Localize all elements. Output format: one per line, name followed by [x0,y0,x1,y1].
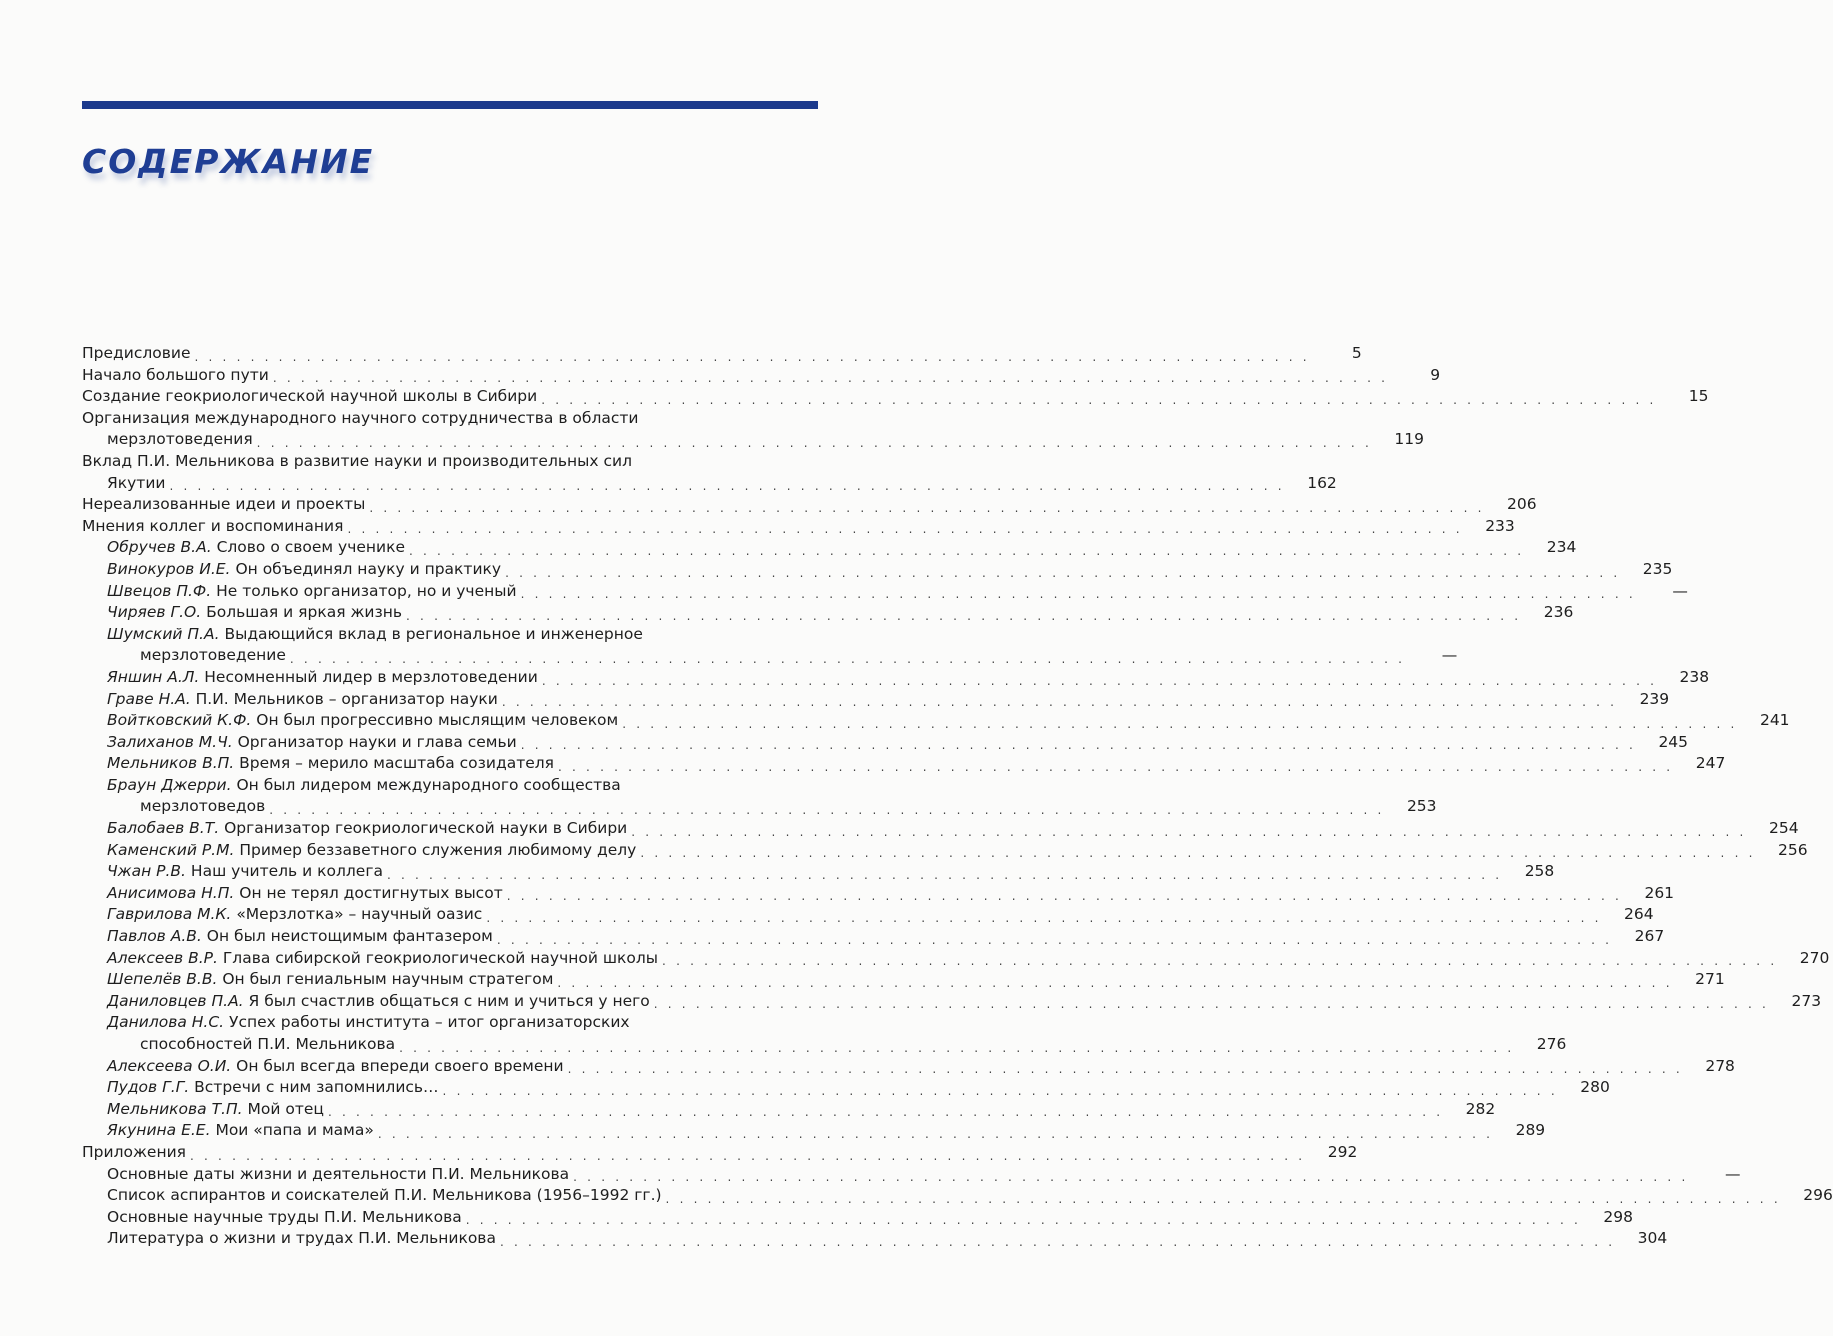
toc-entry[interactable] [82,1164,1741,1186]
dot-leader: . . . . . . . . . . . . . . . . . . . . . . . . . . . . . . . . . . . . . . . . . . . . . . . . . . . . . . . . . . . . . . . . . . . . . . . . . . . . . . . . [520,738,1637,753]
toc-entry-title: Предисловие [82,344,191,362]
toc-entry-title: Мнения коллег и воспоминания [82,516,344,535]
toc-page-number: 253 [1406,797,1437,816]
toc-entry[interactable] [82,516,1515,538]
toc-page-number: 267 [1634,927,1665,946]
toc-entry[interactable] [82,451,818,473]
toc-entry-author: Чжан Р.В. [107,862,186,881]
toc-entry[interactable] [82,343,1362,365]
toc-entry[interactable] [82,753,1726,775]
toc-entry-author: Яншин А.Л. [107,667,200,686]
toc-entry-heading [107,948,658,970]
toc-entry-author: Браун Джерри. [107,775,232,794]
toc-entry-author: Чиряев Г.О. [107,603,202,622]
toc-entry-author: Каменский Р.М. [107,840,235,859]
toc-page-number: 235 [1642,559,1673,578]
toc-entry-title: Он был всегда впереди своего времени [236,1056,564,1075]
toc-entry[interactable] [82,408,818,430]
dot-leader: . . . . . . . . . . . . . . . . . . . . . . . . . . . . . . . . . . . . . . . . . . . . . . . . . . . . . . . . . . . . . . . . . . . . . . . . . . . . . . . . [327,1105,1444,1120]
dot-leader: . . . . . . . . . . . . . . . . . . . . . . . . . . . . . . . . . . . . . . . . . . . . . . . . . . . . . . . . . . . . . . . . . . . . . . . . . . . . . . . . [653,997,1770,1012]
top-rule [82,101,818,109]
toc-entry-title: Мой отец [247,1099,324,1118]
dot-leader: . . . . . . . . . . . . . . . . . . . . . . . . . . . . . . . . . . . . . . . . . . . . . . . . . . . . . . . . . . . . . . . . . . . . . . . . . . . . . . . . [269,803,1385,818]
toc-page-number: 289 [1515,1121,1546,1140]
toc-page-number: 9 [1430,365,1441,384]
toc-entry[interactable] [82,732,1689,754]
toc-entry-continuation-line[interactable] [82,796,1437,818]
toc-entry[interactable] [82,991,1822,1013]
toc-entry-heading [82,408,638,430]
toc-entry-heading [82,1142,186,1164]
toc-entry[interactable] [82,775,818,797]
toc-entry-author: Шумский П.А. [107,624,220,643]
toc-page-number: 273 [1791,991,1822,1010]
toc-entry-title: Он был неистощимым фантазером [206,927,493,946]
toc-entry-title: Время – мерило масштаба созидателя [239,754,554,773]
toc-entry-author: Швецов П.Ф. [107,581,212,600]
toc-page-number: 15 [1688,387,1709,406]
dot-leader: . . . . . . . . . . . . . . . . . . . . . . . . . . . . . . . . . . . . . . . . . . . . . . . . . . . . . . . . . . . . . . . . . . . . . . . . . . . . . . . . [520,587,1636,602]
toc-entry[interactable] [82,602,1574,624]
toc-entry-continuation: мерзлотоведение [140,646,286,665]
toc-entry-title: П.И. Мельников – организатор науки [195,689,498,708]
dot-leader: . . . . . . . . . . . . . . . . . . . . . . . . . . . . . . . . . . . . . . . . . . . . . . . . . . . . . . . . . . . . . . . . . . . . . . . . . . . . . . . . [499,1234,1616,1249]
toc-entry-heading [107,667,538,689]
toc-page-number: 245 [1658,732,1689,751]
toc-page-number: 258 [1524,862,1555,881]
toc-page-number: 292 [1327,1142,1358,1161]
toc-entry-heading [107,926,493,948]
page-title: СОДЕРЖАНИЕ [82,142,375,181]
toc-entry[interactable] [82,386,1709,408]
toc-entry-heading [82,386,537,408]
toc-entry-author: Шепелёв В.В. [107,970,218,989]
toc-entry-title: Начало большого пути [82,365,269,384]
toc-entry[interactable] [82,365,1441,387]
toc-entry-title: Глава сибирской геокриологической научной школы [222,948,659,967]
dot-leader: . . . . . . . . . . . . . . . . . . . . . . . . . . . . . . . . . . . . . . . . . . . . . . . . . . . . . . . . . . . . . . . . . . . . . . . . . . . . . . . . [486,911,1602,926]
toc-entry-title: Наш учитель и коллега [190,862,383,881]
toc-entry-title: Организатор науки и глава семьи [237,732,517,751]
toc-entry-title: Большая и яркая жизнь [206,603,403,622]
toc-entry-heading [107,1228,496,1250]
dot-leader: . . . . . . . . . . . . . . . . . . . . . . . . . . . . . . . . . . . . . . . . . . . . . . . . . . . . . . . . . . . . . . . . . . . . . . . . . . . . . . . . [506,889,1623,904]
toc-entry-title: Он был лидером международного сообщества [236,775,621,794]
dot-leader: . . . . . . . . . . . . . . . . . . . . . . . . . . . . . . . . . . . . . . . . . . . . . . . . . . . . . . . . . . . . . . . . . . . . . . . . . . . . . . . . [369,500,1485,515]
toc-entry-heading [107,1185,662,1207]
dot-leader: . . . . . . . . . . . . . . . . . . . . . . . . . . . . . . . . . . . . . . . . . . . . . . . . . . . . . . . . . . . . . . . . . . . . . . . . . . . . . . . . [442,1083,1558,1098]
toc-entry-continuation: Якутии [107,473,166,492]
dot-leader: . . . . . . . . . . . . . . . . . . . . . . . . . . . . . . . . . . . . . . . . . . . . . . . . . . . . . . . . . . . . . . . . . . . . . . . . . . . . . . . . [541,392,1657,407]
dot-leader: . . . . . . . . . . . . . . . . . . . . . . . . . . . . . . . . . . . . . . . . . . . . . . . . . . . . . . . . . . . . . . . . . . . . . . . . . . . . . . . . [386,867,1503,882]
toc-page-number: 247 [1695,754,1726,773]
toc-entry[interactable] [82,904,1654,926]
dot-leader: . . . . . . . . . . . . . . . . . . . . . . . . . . . . . . . . . . . . . . . . . . . . . . . . . . . . . . . . . . . . . . . . . . . . . . . . . . . . . . . . [399,1040,1515,1055]
toc-entry[interactable] [82,710,1790,732]
toc-page-number: — [1672,581,1688,600]
toc-entry-title: Организатор геокриологической науки в Сибири [224,819,628,838]
toc-entry-heading [107,861,383,883]
toc-entry-title: Литература о жизни и трудах П.И. Мельникова [107,1229,496,1248]
toc-entry[interactable] [82,1012,818,1034]
toc-entry-author: Балобаев В.Т. [107,819,220,838]
toc-page-number: 278 [1705,1056,1735,1075]
toc-entry-author: Войтковский К.Ф. [107,711,252,730]
toc-entry[interactable] [82,494,1537,516]
toc-entry-heading [107,1207,462,1229]
toc-entry-heading [107,1056,564,1078]
dot-leader: . . . . . . . . . . . . . . . . . . . . . . . . . . . . . . . . . . . . . . . . . . . . . . . . . . . . . . . . . . . . . . . . . . . . . . . . . . . . . . . . [190,1148,1306,1163]
toc-page-number: 296 [1803,1186,1833,1205]
toc-page-number: — [1724,1164,1741,1183]
toc-entry-title: Приложения [82,1142,186,1161]
toc-entry-heading [107,775,621,797]
toc-entry-title: Нереализованные идеи и проекты [82,495,366,514]
toc-page-number: 162 [1307,473,1337,492]
toc-entry-heading [107,732,517,754]
dot-leader: . . . . . . . . . . . . . . . . . . . . . . . . . . . . . . . . . . . . . . . . . . . . . . . . . . . . . . . . . . . . . . . . . . . . . . . . . . . . . . . . [573,1170,1689,1185]
dot-leader: . . . . . . . . . . . . . . . . . . . . . . . . . . . . . . . . . . . . . . . . . . . . . . . . . . . . . . . . . . . . . . . . . . . . . . . . . . . . . . . . [406,608,1522,623]
toc-entry-title: Он был гениальным научным стратегом [222,970,554,989]
table-of-contents [82,343,1833,1250]
dot-leader: . . . . . . . . . . . . . . . . . . . . . . . . . . . . . . . . . . . . . . . . . . . . . . . . . . . . . . . . . . . . . . . . . . . . . . . . . . . . . . . . [169,479,1285,494]
toc-page-number: 254 [1768,819,1799,838]
toc-page-number: 261 [1644,883,1675,902]
dot-leader: . . . . . . . . . . . . . . . . . . . . . . . . . . . . . . . . . . . . . . . . . . . . . . . . . . . . . . . . . . . . . . . . . . . . . . . . . . . . . . . . [557,975,1673,990]
toc-page-number: 233 [1485,516,1515,535]
toc-entry-title: Он был прогрессивно мыслящим человеком [256,711,619,730]
toc-entry-heading [107,883,503,905]
dot-leader: . . . . . . . . . . . . . . . . . . . . . . . . . . . . . . . . . . . . . . . . . . . . . . . . . . . . . . . . . . . . . . . . . . . . . . . . . . . . . . . . [558,759,1674,774]
toc-entry[interactable] [82,883,1675,905]
dot-leader: . . . . . . . . . . . . . . . . . . . . . . . . . . . . . . . . . . . . . . . . . . . . . . . . . . . . . . . . . . . . . . . . . . . . . . . . . . . . . . . . [631,824,1747,839]
toc-entry-continuation-line[interactable] [82,645,1458,667]
toc-entry-title: Организация международного научного сотрудничества в области [82,408,639,427]
toc-entry[interactable] [82,624,818,646]
toc-entry[interactable] [82,1142,1358,1164]
toc-entry-heading [107,904,482,926]
toc-entry-author: Пудов Г.Г. [107,1078,190,1097]
dot-leader: . . . . . . . . . . . . . . . . . . . . . . . . . . . . . . . . . . . . . . . . . . . . . . . . . . . . . . . . . . . . . . . . . . . . . . . . . . . . . . . . [501,695,1618,710]
toc-entry[interactable] [82,581,1688,603]
toc-entry[interactable] [82,1077,1610,1099]
toc-entry-title: Успех работы института – итог организаторских [229,1013,630,1032]
toc-entry-title: Несомненный лидер в мерзлотоведении [204,667,538,686]
toc-entry-title: Не только организатор, но и ученый [216,581,517,600]
toc-entry-title: Выдающийся вклад в региональное и инженерное [224,624,643,643]
toc-entry-continuation-line[interactable] [82,473,1337,495]
toc-page-number: 271 [1695,970,1725,989]
toc-entry-heading [107,1077,439,1099]
toc-entry-heading [82,494,365,516]
toc-page-number: 270 [1799,948,1830,967]
toc-page-number: 119 [1394,430,1424,449]
toc-entry-heading [107,753,554,775]
dot-leader: . . . . . . . . . . . . . . . . . . . . . . . . . . . . . . . . . . . . . . . . . . . . . . . . . . . . . . . . . . . . . . . . . . . . . . . . . . . . . . . . [640,846,1756,861]
toc-page-number: 280 [1580,1078,1610,1097]
toc-entry-heading [107,818,627,840]
toc-entry[interactable] [82,1185,1833,1207]
dot-leader: . . . . . . . . . . . . . . . . . . . . . . . . . . . . . . . . . . . . . . . . . . . . . . . . . . . . . . . . . . . . . . . . . . . . . . . . . . . . . . . . [377,1126,1494,1141]
toc-entry[interactable] [82,559,1673,581]
toc-entry-author: Алексеева О.И. [107,1056,232,1075]
toc-entry-continuation: мерзлотоведов [140,797,266,816]
toc-entry-title: «Мерзлотка» – научный оазис [236,905,483,924]
toc-entry-heading [82,343,190,365]
toc-page-number: 276 [1536,1035,1567,1053]
toc-entry-title: Встречи с ним запомнились… [194,1078,439,1097]
toc-entry-author: Гаврилова М.К. [107,905,232,924]
toc-entry-heading [107,710,618,732]
toc-entry-author: Винокуров И.Е. [107,559,231,578]
dot-leader: . . . . . . . . . . . . . . . . . . . . . . . . . . . . . . . . . . . . . . . . . . . . . . . . . . . . . . . . . . . . . . . . . . . . . . . . . . . . . . . . [541,673,1658,688]
toc-page-number: 241 [1759,711,1790,730]
toc-entry[interactable] [82,537,1577,559]
toc-page-number: 5 [1351,344,1362,362]
toc-entry-title: Пример беззаветного служения любимому делу [239,840,637,859]
toc-entry-heading [107,602,402,624]
toc-entry-continuation: мерзлотоведения [107,430,253,449]
toc-page-number: 304 [1637,1229,1668,1248]
dot-leader: . . . . . . . . . . . . . . . . . . . . . . . . . . . . . . . . . . . . . . . . . . . . . . . . . . . . . . . . . . . . . . . . . . . . . . . . . . . . . . . . [496,932,1613,947]
toc-entry-heading [82,516,343,538]
toc-page-number: 236 [1543,603,1574,622]
toc-entry-author: Даниловцев П.А. [107,991,244,1010]
dot-leader: . . . . . . . . . . . . . . . . . . . . . . . . . . . . . . . . . . . . . . . . . . . . . . . . . . . . . . . . . . . . . . . . . . . . . . . . . . . . . . . . [662,954,1778,969]
toc-page-number: — [1441,646,1458,665]
toc-page-number: 238 [1679,667,1710,686]
toc-entry-author: Мельников В.П. [107,754,235,773]
toc-entry[interactable] [82,948,1830,970]
toc-entry-title: Основные научные труды П.И. Мельникова [107,1207,462,1226]
toc-entry-title: Я был счастлив общаться с ним и учиться у него [248,991,650,1010]
dot-leader: . . . . . . . . . . . . . . . . . . . . . . . . . . . . . . . . . . . . . . . . . . . . . . . . . . . . . . . . . . . . . . . . . . . . . . . . . . . . . . . . [665,1191,1781,1206]
toc-entry[interactable] [82,926,1665,948]
toc-page-number: 239 [1639,689,1670,708]
toc-entry-heading [107,559,501,581]
toc-entry-heading [107,1012,630,1034]
dot-leader: . . . . . . . . . . . . . . . . . . . . . . . . . . . . . . . . . . . . . . . . . . . . . . . . . . . . . . . . . . . . . . . . . . . . . . . . . . . . . . . . [622,716,1738,731]
toc-entry[interactable] [82,969,1725,991]
toc-entry-heading [107,1120,374,1142]
toc-entry-author: Обручев В.А. [107,538,212,557]
dot-leader: . . . . . . . . . . . . . . . . . . . . . . . . . . . . . . . . . . . . . . . . . . . . . . . . . . . . . . . . . . . . . . . . . . . . . . . . . . . . . . . . [194,349,1310,364]
dot-leader: . . . . . . . . . . . . . . . . . . . . . . . . . . . . . . . . . . . . . . . . . . . . . . . . . . . . . . . . . . . . . . . . . . . . . . . . . . . . . . . . [256,435,1372,450]
toc-entry-author: Мельникова Т.П. [107,1099,243,1118]
toc-entry[interactable] [82,689,1670,711]
toc-entry[interactable] [82,1207,1634,1229]
toc-entry-continuation-line[interactable] [82,429,1424,451]
toc-entry-title: Список аспирантов и соискателей П.И. Мельникова (1956–1992 гг.) [107,1186,662,1205]
toc-page-number: 234 [1546,538,1577,557]
toc-entry[interactable] [82,667,1710,689]
toc-entry-heading [107,689,498,711]
toc-entry-title: Он не терял достигнутых высот [239,883,503,902]
toc-entry[interactable] [82,818,1799,840]
dot-leader: . . . . . . . . . . . . . . . . . . . . . . . . . . . . . . . . . . . . . . . . . . . . . . . . . . . . . . . . . . . . . . . . . . . . . . . . . . . . . . . . [409,543,1525,558]
toc-page-number: 206 [1507,495,1537,514]
toc-entry-title: Мои «папа и мама» [215,1121,374,1140]
dot-leader: . . . . . . . . . . . . . . . . . . . . . . . . . . . . . . . . . . . . . . . . . . . . . . . . . . . . . . . . . . . . . . . . . . . . . . . . . . . . . . . . [465,1213,1582,1228]
toc-entry[interactable] [82,840,1808,862]
dot-leader: . . . . . . . . . . . . . . . . . . . . . . . . . . . . . . . . . . . . . . . . . . . . . . . . . . . . . . . . . . . . . . . . . . . . . . . . . . . . . . . . [567,1062,1683,1077]
toc-entry-heading [107,624,643,646]
toc-entry[interactable] [82,1056,1735,1078]
toc-entry-author: Якунина Е.Е. [107,1121,211,1140]
toc-entry-title: Создание геокриологической научной школы в Сибири [82,387,538,406]
toc-entry-heading [107,1099,324,1121]
toc-entry-title: Слово о своем ученике [216,538,405,557]
toc-entry-title: Вклад П.И. Мельникова в развитие науки и производительных сил [82,451,632,470]
dot-leader: . . . . . . . . . . . . . . . . . . . . . . . . . . . . . . . . . . . . . . . . . . . . . . . . . . . . . . . . . . . . . . . . . . . . . . . . . . . . . . . . [505,565,1621,580]
toc-entry-continuation-line[interactable] [82,1034,1567,1056]
toc-page-number: 282 [1465,1099,1496,1118]
toc-entry[interactable] [82,1099,1496,1121]
toc-entry[interactable] [82,861,1555,883]
toc-entry-heading [82,451,632,473]
toc-entry-heading [107,1164,569,1186]
dot-leader: . . . . . . . . . . . . . . . . . . . . . . . . . . . . . . . . . . . . . . . . . . . . . . . . . . . . . . . . . . . . . . . . . . . . . . . . . . . . . . . . [289,651,1406,666]
toc-entry-heading [107,840,636,862]
toc-entry-author: Граве Н.А. [107,689,191,708]
toc-entry-author: Алексеев В.Р. [107,948,218,967]
toc-entry[interactable] [82,1228,1668,1250]
toc-entry-heading [82,365,269,387]
toc-entry-author: Данилова Н.С. [107,1013,225,1032]
toc-entry-heading [107,537,405,559]
toc-entry-heading [107,581,517,603]
toc-entry-author: Павлов А.В. [107,927,202,946]
toc-page-number: 264 [1624,905,1654,924]
toc-entry-heading [107,969,553,991]
toc-entry-title: Он объединял науку и практику [235,559,502,578]
toc-page-number: 298 [1603,1207,1634,1226]
toc-entry-continuation: способностей П.И. Мельникова [140,1035,396,1053]
toc-entry-heading [107,991,650,1013]
toc-entry[interactable] [82,1120,1546,1142]
toc-entry-title: Основные даты жизни и деятельности П.И. Мельникова [107,1164,570,1183]
dot-leader: . . . . . . . . . . . . . . . . . . . . . . . . . . . . . . . . . . . . . . . . . . . . . . . . . . . . . . . . . . . . . . . . . . . . . . . . . . . . . . . . [272,371,1389,386]
toc-entry-author: Залиханов М.Ч. [107,732,233,751]
dot-leader: . . . . . . . . . . . . . . . . . . . . . . . . . . . . . . . . . . . . . . . . . . . . . . . . . . . . . . . . . . . . . . . . . . . . . . . . . . . . . . . . [347,522,1463,537]
toc-page-number: 256 [1778,840,1808,859]
toc-entry-author: Анисимова Н.П. [107,883,235,902]
